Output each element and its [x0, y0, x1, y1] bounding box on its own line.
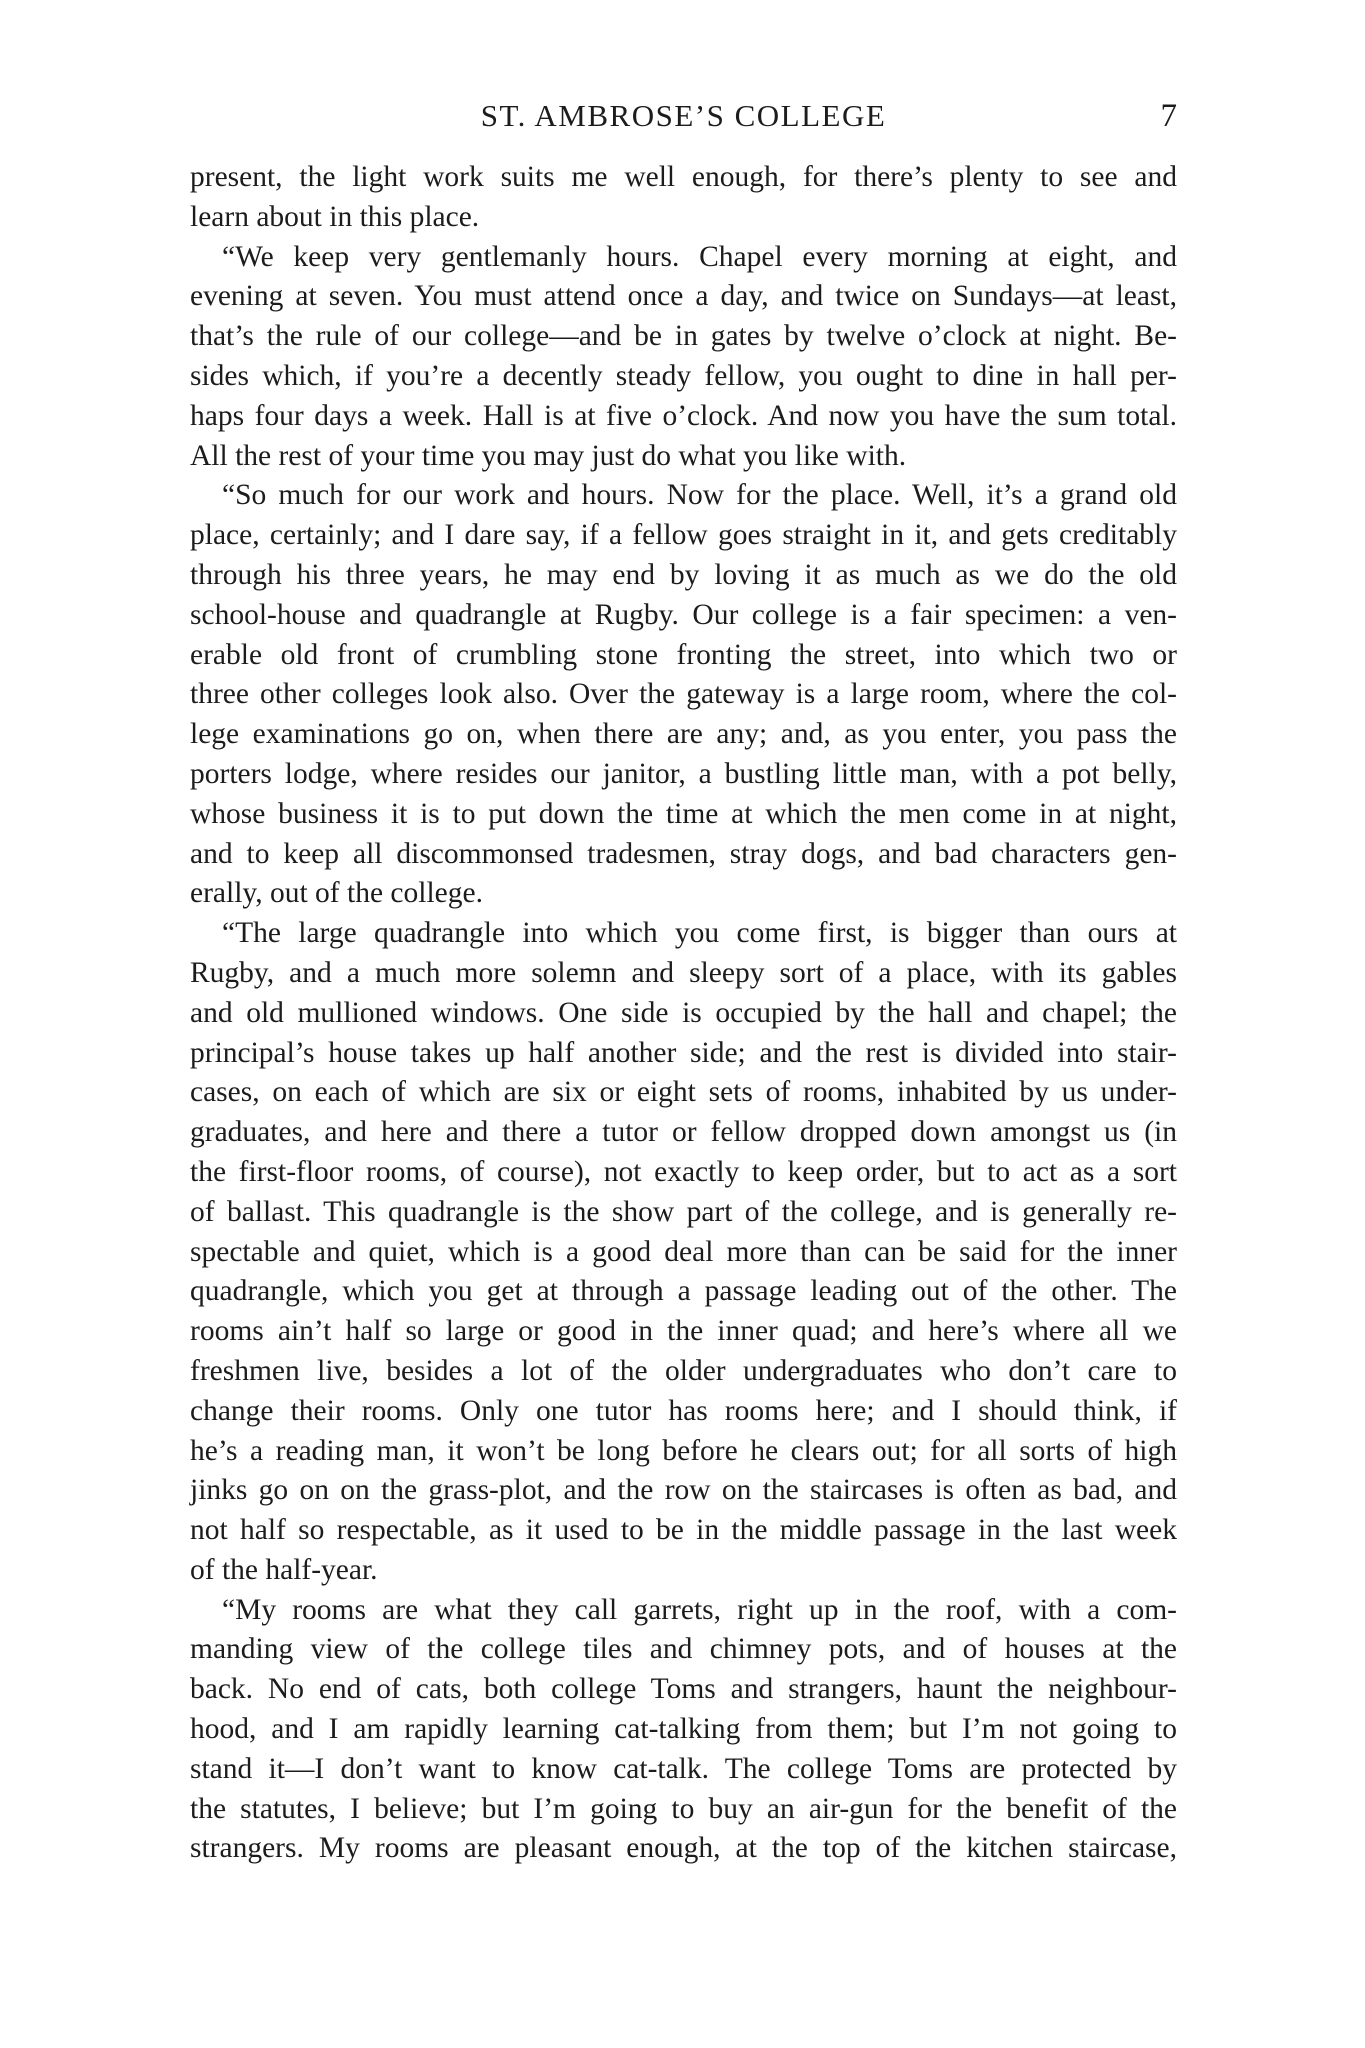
text-line: freshmen live, besides a lot of the older undergraduates who don’t care to: [190, 1354, 1177, 1387]
text-line: manding view of the college tiles and chimney pots, and of houses at the: [190, 1633, 1177, 1666]
running-title: ST. AMBROSE’S COLLEGE: [480, 98, 887, 133]
text-line: place, certainly; and I dare say, if a fellow goes straight in it, and gets creditably: [190, 519, 1177, 552]
text-line: “The large quadrangle into which you come first, is bigger than ours at: [222, 917, 1177, 950]
text-line: not half so respectable, as it used to be in the middle passage in the last week: [190, 1514, 1177, 1547]
text-line: Rugby, and a much more solemn and sleepy sort of a place, with its gables: [190, 956, 1177, 989]
text-line: stand it—I don’t want to know cat-talk. The college Toms are protected by: [190, 1752, 1177, 1785]
text-line: lege examinations go on, when there are any; and, as you enter, you pass the: [190, 718, 1177, 751]
text-line: graduates, and here and there a tutor or fellow dropped down amongst us (in: [190, 1116, 1177, 1149]
running-head: [190, 94, 1177, 138]
text-line: of ballast. This quadrangle is the show part of the college, and is generally re-: [190, 1195, 1177, 1228]
text-line: of the half-year.: [190, 1553, 378, 1586]
text-line: sides which, if you’re a decently steady fellow, you ought to dine in hall per-: [190, 359, 1177, 392]
text-line: school-house and quadrangle at Rugby. Our college is a fair specimen: a ven-: [190, 598, 1177, 631]
text-line: three other colleges look also. Over the gateway is a large room, where the col-: [190, 678, 1177, 711]
text-line: haps four days a week. Hall is at five o’clock. And now you have the sum total.: [190, 399, 1177, 432]
text-line: and to keep all discommonsed tradesmen, stray dogs, and bad characters gen-: [190, 837, 1177, 870]
text-line: he’s a reading man, it won’t be long before he clears out; for all sorts of high: [190, 1434, 1177, 1467]
text-line: jinks go on on the grass-plot, and the row on the staircases is often as bad, and: [190, 1474, 1177, 1507]
text-line: quadrangle, which you get at through a passage leading out of the other. The: [190, 1275, 1177, 1308]
text-line: porters lodge, where resides our janitor, a bustling little man, with a pot belly,: [190, 757, 1177, 790]
text-line: and old mullioned windows. One side is occupied by the hall and chapel; the: [190, 996, 1177, 1029]
text-line: whose business it is to put down the time at which the men come in at night,: [190, 797, 1177, 830]
text-line: through his three years, he may end by loving it as much as we do the old: [190, 558, 1177, 591]
text-line: hood, and I am rapidly learning cat-talking from them; but I’m not going to: [190, 1713, 1177, 1746]
text-line: principal’s house takes up half another side; and the rest is divided into stair-: [190, 1036, 1177, 1069]
text-line: “My rooms are what they call garrets, right up in the roof, with a com-: [222, 1593, 1177, 1626]
text-line: that’s the rule of our college—and be in gates by twelve o’clock at night. Be-: [190, 320, 1177, 353]
text-line: erally, out of the college.: [190, 877, 483, 910]
text-line: back. No end of cats, both college Toms and strangers, haunt the neighbour-: [190, 1673, 1177, 1706]
text-line: All the rest of your time you may just do what you like with.: [190, 439, 907, 472]
body-text: [190, 158, 1177, 1869]
text-line: cases, on each of which are six or eight sets of rooms, inhabited by us under-: [190, 1076, 1177, 1109]
text-line: erable old front of crumbling stone fronting the street, into which two or: [190, 638, 1177, 671]
text-line: change their rooms. Only one tutor has rooms here; and I should think, if: [190, 1394, 1177, 1427]
text-line: strangers. My rooms are pleasant enough, at the top of the kitchen staircase,: [190, 1832, 1177, 1865]
text-line: “We keep very gentlemanly hours. Chapel every morning at eight, and: [222, 240, 1177, 273]
text-line: “So much for our work and hours. Now for the place. Well, it’s a grand old: [222, 479, 1177, 512]
text-line: learn about in this place.: [190, 200, 480, 233]
text-line: evening at seven. You must attend once a day, and twice on Sundays—at least,: [190, 280, 1177, 313]
text-line: the first-floor rooms, of course), not exactly to keep order, but to act as a sort: [190, 1155, 1177, 1188]
text-line: the statutes, I believe; but I’m going to buy an air-gun for the benefit of the: [190, 1792, 1177, 1825]
text-line: present, the light work suits me well enough, for there’s plenty to see and: [190, 161, 1177, 193]
text-line: spectable and quiet, which is a good deal more than can be said for the inner: [190, 1235, 1177, 1268]
page-number: 7: [1160, 98, 1177, 134]
text-line: rooms ain’t half so large or good in the inner quad; and here’s where all we: [190, 1315, 1177, 1348]
